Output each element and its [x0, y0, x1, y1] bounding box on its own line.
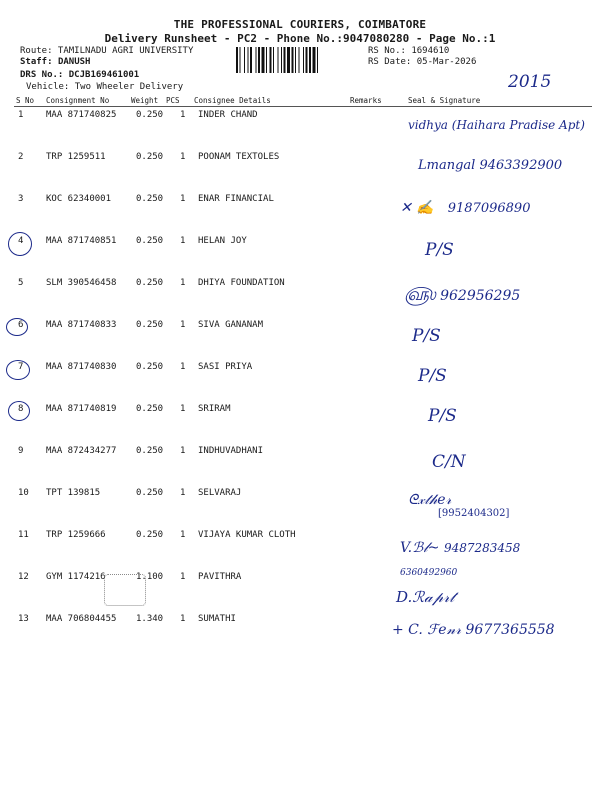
- table-row: [0, 572, 600, 586]
- barcode-bar: [284, 47, 286, 73]
- row-sno: 4: [18, 236, 24, 246]
- row-consignment: TPT 139815: [46, 488, 101, 498]
- col-weight: Weight: [131, 96, 159, 105]
- barcode-bar: [278, 47, 279, 73]
- handwritten-circle: [6, 360, 30, 380]
- signature-6: P/S: [412, 326, 441, 346]
- row-sno: 3: [18, 194, 24, 204]
- row-weight: 0.250: [136, 362, 164, 372]
- col-sno: S No: [16, 96, 35, 105]
- table-row: [0, 488, 600, 502]
- row-consignee: SRIRAM: [198, 404, 231, 414]
- row-weight: 1.340: [136, 614, 164, 624]
- row-consignment: MAA 871740851: [46, 236, 117, 246]
- signature-scribble: + C. ℱ𝑒𝓃𝓇: [392, 622, 462, 638]
- row-consignment: TRP 1259511: [46, 152, 106, 162]
- row-consignee: PAVITHRA: [198, 572, 242, 582]
- signature-scribble: ✕ ✍: [400, 200, 434, 216]
- signature-4: P/S: [425, 240, 454, 260]
- row-sno: 7: [18, 362, 24, 372]
- row-pcs: 1: [180, 152, 186, 162]
- row-weight: 1.100: [136, 572, 164, 582]
- col-pcs: PCS: [166, 96, 180, 105]
- col-consignee: Consignee Details: [194, 96, 271, 105]
- row-sno: 5: [18, 278, 24, 288]
- signature-10-scribble: ᘓ𝓍𝓉𝒽𝑒𝓇: [408, 492, 452, 508]
- barcode-bar: [295, 47, 296, 73]
- table-row: [0, 236, 600, 250]
- row-sno: 10: [18, 488, 29, 498]
- stamp-mark: [104, 574, 146, 606]
- barcode-bar: [236, 47, 238, 73]
- row-consignee: SASI PRIYA: [198, 362, 253, 372]
- barcode: [236, 47, 364, 73]
- staff-label: Staff:: [20, 57, 53, 67]
- barcode-bar: [303, 47, 304, 73]
- row-pcs: 1: [180, 614, 186, 624]
- row-pcs: 1: [180, 278, 186, 288]
- signature-8: P/S: [428, 406, 457, 426]
- barcode-bar: [292, 47, 294, 73]
- row-pcs: 1: [180, 362, 186, 372]
- row-consignee: VIJAYA KUMAR CLOTH: [198, 530, 296, 540]
- row-pcs: 1: [180, 530, 186, 540]
- staff-value: DANUSH: [57, 57, 91, 67]
- row-consignee: SELVARAJ: [198, 488, 242, 498]
- signature-12: 6360492960: [400, 568, 458, 578]
- barcode-bar: [248, 47, 249, 73]
- row-consignee: SIVA GANANAM: [198, 320, 264, 330]
- row-consignee: ENAR FINANCIAL: [198, 194, 274, 204]
- signature-12-scribble: D.ℛ𝒶𝓅𝓇𝓉: [396, 588, 455, 606]
- row-sno: 2: [18, 152, 24, 162]
- signature-11: V.ℬ𝓁~ 9487283458: [400, 540, 521, 556]
- row-consignment: TRP 1259666: [46, 530, 106, 540]
- row-consignment: GYM 1174216: [46, 572, 106, 582]
- row-consignee: HELAN JOY: [198, 236, 247, 246]
- barcode-bar: [299, 47, 300, 73]
- row-sno: 9: [18, 446, 24, 456]
- row-weight: 0.250: [136, 194, 164, 204]
- row-pcs: 1: [180, 194, 186, 204]
- row-sno: 6: [18, 320, 24, 330]
- runsheet-subtitle: Delivery Runsheet - PC2 - Phone No.:9047080280 - Page No.:1: [104, 32, 496, 45]
- company-title: THE PROFESSIONAL COURIERS, COIMBATORE: [173, 18, 427, 31]
- row-consignment: MAA 871740833: [46, 320, 117, 330]
- header-divider: [14, 106, 592, 107]
- barcode-bar: [306, 47, 308, 73]
- col-consignment: Consignment No: [46, 96, 110, 105]
- row-consignee: INDER CHAND: [198, 110, 258, 120]
- barcode-bar: [250, 47, 252, 73]
- table-row: [0, 362, 600, 376]
- barcode-bar: [273, 47, 274, 73]
- signature-10: [9952404302]: [438, 508, 510, 519]
- row-weight: 0.250: [136, 110, 164, 120]
- row-consignee: POONAM TEXTOLES: [198, 152, 280, 162]
- row-consignee: DHIYA FOUNDATION: [198, 278, 285, 288]
- barcode-bar: [313, 47, 316, 73]
- route-label: Route: TAMILNADU AGRI UNIVERSITY: [20, 46, 194, 56]
- signature-13: + C. ℱ𝑒𝓃𝓇 9677365558: [392, 622, 555, 638]
- row-pcs: 1: [180, 236, 186, 246]
- table-row: [0, 320, 600, 334]
- row-pcs: 1: [180, 320, 186, 330]
- row-consignment: MAA 871740819: [46, 404, 117, 414]
- barcode-bar: [258, 47, 260, 73]
- staff-field: [20, 57, 90, 67]
- barcode-bar: [309, 47, 311, 73]
- handwritten-circle: [8, 232, 32, 256]
- col-remarks: Remarks: [350, 96, 382, 105]
- row-sno: 12: [18, 572, 29, 582]
- signature-7: P/S: [418, 366, 447, 386]
- row-consignment: MAA 872434277: [46, 446, 117, 456]
- row-consignee: SUMATHI: [198, 614, 236, 624]
- barcode-bar: [287, 47, 290, 73]
- row-pcs: 1: [180, 488, 186, 498]
- row-pcs: 1: [180, 446, 186, 456]
- col-seal-signature: Seal & Signature: [408, 96, 481, 105]
- barcode-bar: [281, 47, 282, 73]
- handwritten-circle: [6, 318, 28, 336]
- row-pcs: 1: [180, 404, 186, 414]
- signature-9: C/N: [432, 452, 466, 472]
- table-row: [0, 404, 600, 418]
- row-consignment: SLM 390546458: [46, 278, 117, 288]
- row-weight: 0.250: [136, 488, 164, 498]
- row-sno: 13: [18, 614, 29, 624]
- signature-1: vidhya (Haihara Pradise Apt): [408, 118, 585, 132]
- signature-scribble: ௵: [404, 284, 436, 305]
- signature-5: ௵ 962956295: [404, 284, 521, 305]
- row-consignment: MAA 871740825: [46, 110, 117, 120]
- table-row: [0, 446, 600, 460]
- row-weight: 0.250: [136, 530, 164, 540]
- row-sno: 1: [18, 110, 24, 120]
- handwritten-number: 2015: [508, 72, 552, 92]
- row-consignment: MAA 871740830: [46, 362, 117, 372]
- barcode-bar: [244, 47, 245, 73]
- row-weight: 0.250: [136, 152, 164, 162]
- row-weight: 0.250: [136, 446, 164, 456]
- row-sno: 8: [18, 404, 24, 414]
- signature-3: ✕ ✍ 9187096890: [400, 200, 531, 216]
- handwritten-circle: [8, 401, 30, 421]
- row-weight: 0.250: [136, 278, 164, 288]
- row-weight: 0.250: [136, 404, 164, 414]
- barcode-bar: [256, 47, 257, 73]
- barcode-bar: [317, 47, 318, 73]
- row-consignee: INDHUVADHANI: [198, 446, 264, 456]
- row-consignment: KOC 62340001: [46, 194, 112, 204]
- barcode-bar: [270, 47, 272, 73]
- row-weight: 0.250: [136, 236, 164, 246]
- barcode-bar: [262, 47, 265, 73]
- row-pcs: 1: [180, 110, 186, 120]
- rs-number: RS No.: 1694610: [368, 46, 450, 56]
- signature-scribble: V.ℬ𝓁~: [400, 540, 440, 556]
- row-pcs: 1: [180, 572, 186, 582]
- vehicle-label: Vehicle: Two Wheeler Delivery: [26, 82, 184, 92]
- drs-number: DRS No.: DCJB169461001: [20, 70, 140, 80]
- row-sno: 11: [18, 530, 29, 540]
- barcode-bar: [240, 47, 241, 73]
- row-weight: 0.250: [136, 320, 164, 330]
- row-consignment: MAA 706804455: [46, 614, 117, 624]
- barcode-bar: [266, 47, 267, 73]
- signature-2: Lmangal 9463392900: [418, 158, 563, 173]
- rs-date: RS Date: 05-Mar-2026: [368, 57, 477, 67]
